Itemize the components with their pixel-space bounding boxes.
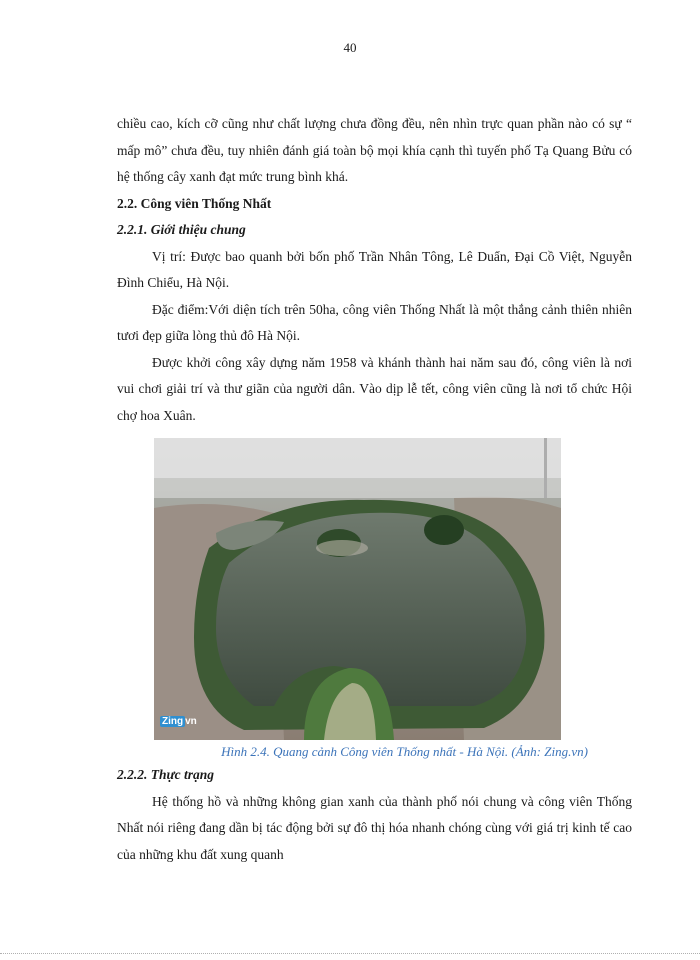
zing-logo-suffix: vn — [185, 715, 197, 727]
features-paragraph: Đặc điểm:Với diện tích trên 50ha, công viên Thống Nhất là một thắng cảnh thiên nhiên tươi đẹp giữa lòng thủ đô Hà Nội. — [117, 301, 632, 343]
status-paragraph: Hệ thống hồ và những không gian xanh của thành phố nói chung và công viên Thống Nhất nói riêng đang dần bị tác động bởi sự đô thị hóa nhanh chóng cùng với giá trị kinh tế cao của những khu đất xung quanh — [117, 793, 632, 862]
bottom-divider — [0, 953, 700, 954]
park-aerial-photo — [154, 438, 561, 740]
document-body — [117, 111, 632, 868]
history-paragraph: Được khởi công xây dựng năm 1958 và khánh thành hai năm sau đó, công viên là nơi vui chơi giải trí và thư giãn của người dân. Vào dịp lễ tết, công viên cũng là nơi tổ chức Hội chợ hoa Xuân. — [117, 354, 632, 423]
subsection-heading-status: 2.2.2. Thực trạng — [117, 767, 214, 782]
intro-paragraph: chiều cao, kích cỡ cũng như chất lượng chưa đồng đều, nên nhìn trực quan phần nào có sự “ mấp mô” chưa đều, tuy nhiên đánh giá toàn bộ mọi khía cạnh thì tuyến phố Tạ Quang Bửu có hệ thống cây xanh đạt mức trung bình khá. — [117, 116, 632, 184]
section-heading: 2.2. Công viên Thống Nhất — [117, 195, 272, 211]
zing-logo: Zing — [162, 715, 184, 727]
page-number: 40 — [343, 40, 357, 55]
location-paragraph: Vị trí: Được bao quanh bởi bốn phố Trần Nhân Tông, Lê Duẩn, Đại Cồ Việt, Nguyễn Đình Chiểu, Hà Nội. — [117, 248, 632, 290]
aerial-photo-illustration — [154, 438, 561, 740]
subsection-heading-intro: 2.2.1. Giới thiệu chung — [117, 222, 246, 237]
figure-caption: Hình 2.4. Quang cảnh Công viên Thống nhất - Hà Nội. (Ảnh: Zing.vn) — [221, 744, 588, 759]
zing-watermark — [160, 709, 197, 736]
